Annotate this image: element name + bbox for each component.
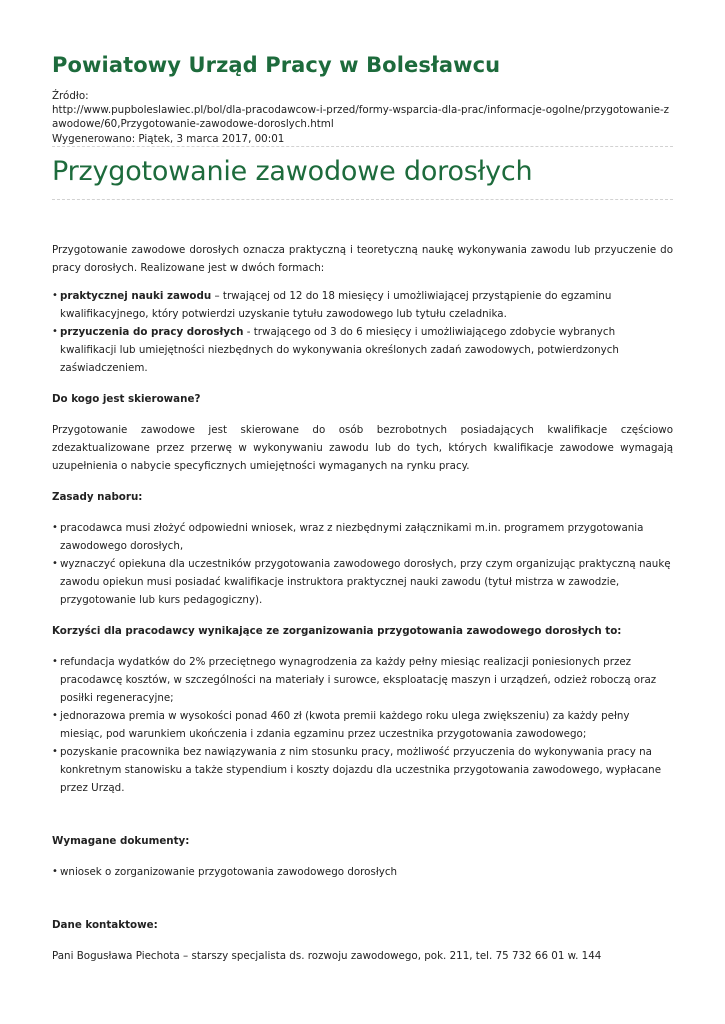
list-item: • refundacja wydatków do 2% przeciętnego wynagrodzenia za każdy pełny miesiąc realizacji poniesionych przez pracodawcę kosztów, w szczególności na materiały i surowce, eksploatację maszyn i urządzeń, odzież roboczą oraz posiłki regeneracyjne;: [52, 653, 673, 707]
list-item: • wniosek o zorganizowanie przygotowania zawodowego dorosłych: [52, 863, 673, 881]
list-item: • pozyskanie pracownika bez nawiązywania z nim stosunku pracy, możliwość przyuczenia do wykonywania pracy na konkretnym stanowisku a także stypendium i koszty dojazdu dla uczestnika przygotowania zawodowego, wypłacane przez Urząd.: [52, 743, 673, 797]
source-label: Źródło:: [52, 90, 89, 102]
divider-top: [52, 146, 673, 147]
divider-title: [52, 199, 673, 200]
document-content: [52, 241, 673, 965]
benefits-list: [52, 653, 673, 797]
forms-list: [52, 287, 673, 377]
org-title: Powiatowy Urząd Pracy w Bolesławcu: [52, 53, 501, 77]
target-heading: Do kogo jest skierowane?: [52, 393, 201, 405]
contact-heading: Dane kontaktowe:: [52, 919, 158, 931]
form-term: praktycznej nauki zawodu: [60, 290, 212, 302]
documents-heading: Wymagane dokumenty:: [52, 835, 190, 847]
documents-list: [52, 863, 673, 881]
rules-list: [52, 519, 673, 609]
list-item: [52, 323, 673, 377]
list-item: • pracodawca musi złożyć odpowiedni wniosek, wraz z niezbędnymi załącznikami m.in. programem przygotowania zawodowego dorosłych,: [52, 519, 673, 555]
target-paragraph: Przygotowanie zawodowe jest skierowane do osób bezrobotnych posiadających kwalifikacje częściowo zdezaktualizowane przez przerwę w wykonywaniu zawodu lub do tych, których kwalifikacje zawodowe wymagają uzupełnienia o nabycie specyficznych umiejętności wymaganych na rynku pracy.: [52, 424, 673, 472]
rules-heading: Zasady naboru:: [52, 491, 143, 503]
page-title: Przygotowanie zawodowe dorosłych: [52, 156, 533, 187]
list-item: • jednorazowa premia w wysokości ponad 460 zł (kwota premii każdego roku ulega zwiększeniu) za każdy pełny miesiąc, pod warunkiem ukończenia i zdania egzaminu przez uczestnika przygotowania zawodowego;: [52, 707, 673, 743]
list-item: • wyznaczyć opiekuna dla uczestników przygotowania zawodowego dorosłych, przy czym organizując praktyczną naukę zawodu opiekun musi posiadać kwalifikacje instruktora praktycznej nauki zawodu (tytuł mistrza w zawodzie, przygotowanie lub kurs pedagogiczny).: [52, 555, 673, 609]
source-url[interactable]: http://www.pupboleslawiec.pl/bol/dla-pracodawcow-i-przed/formy-wsparcia-dla-prac/informacje-ogolne/przygotowanie-zawodowe/60,Przygotowanie-zawodowe-doroslych.html: [52, 104, 670, 131]
document-meta: [52, 89, 673, 146]
contact-paragraph: Pani Bogusława Piechota – starszy specjalista ds. rozwoju zawodowego, pok. 211, tel. 75 732 66 01 w. 144: [52, 950, 602, 962]
form-description: - trwającego od 3 do 6 miesięcy i umożliwiającego zdobycie wybranych kwalifikacji lub umiejętności niezbędnych do wykonywania określonych zadań zawodowych, potwierdzonych zaświadczeniem.: [60, 326, 619, 374]
generated-date: Wygenerowano: Piątek, 3 marca 2017, 00:01: [52, 132, 285, 145]
intro-paragraph: Przygotowanie zawodowe dorosłych oznacza praktyczną i teoretyczną naukę wykonywania zawodu lub przyuczenie do pracy dorosłych. Realizowane jest w dwóch formach:: [52, 244, 673, 274]
benefits-heading: Korzyści dla pracodawcy wynikające ze zorganizowania przygotowania zawodowego dorosłych to:: [52, 625, 622, 637]
form-description: – trwającej od 12 do 18 miesięcy i umożliwiającej przystąpienie do egzaminu kwalifikacyjnego, który potwierdzi uzyskanie tytułu zawodowego lub tytułu czeladnika.: [60, 290, 612, 320]
form-term: przyuczenia do pracy dorosłych: [60, 326, 244, 338]
list-item: [52, 287, 673, 323]
